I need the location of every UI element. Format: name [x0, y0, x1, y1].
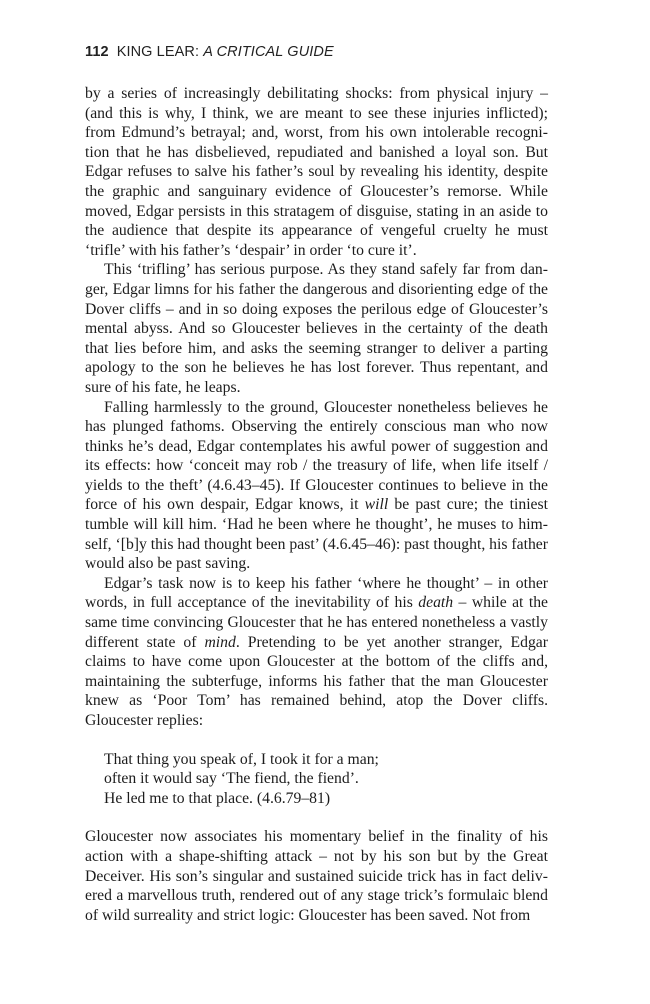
book-subtitle: A CRITICAL GUIDE	[203, 44, 334, 60]
quote-line: That thing you speak of, I took it for a man;	[104, 750, 379, 768]
paragraph-1: by a series of increasingly debilitating shocks: from physical injury – (and this is why, I think, we are meant to see these injuries inflicted); from Edmund’s betrayal; and, worst, from his own intolerable recognition that he has disbelieved, repudiated and banished a loyal son. But Edgar refuses to salve his father’s soul by revealing his identity, despite the graphic and sanguinary evidence of Gloucester’s remorse. While moved, Edgar persists in this stratagem of disguise, stating in an aside to the audience that despite its appearance of vengeful cruelty he must ‘trifle’ with his father’s ‘despair’ in order ‘to cure it’.	[85, 85, 548, 259]
quote-line: often it would say ‘The fiend, the fiend’.	[104, 770, 359, 788]
paragraph-4	[85, 574, 548, 731]
body-text	[85, 84, 548, 925]
quote-line: He led me to that place. (4.6.79–81)	[104, 789, 331, 807]
page-number: 112	[85, 44, 109, 60]
paragraph-3-text-b: be past cure; the tiniest tumble will kill him. ‘Had he been where he thought’, he muses to himself, ‘[b]y this had thought been past’ (4.6.45–46): past thought, his father would also be past saving.	[85, 496, 548, 573]
paragraph-4-text-b: – while at the same time convincing Gloucester that he has entered nonetheless a vastly different state of	[85, 594, 548, 651]
paragraph-4-text-c: . Pretending to be yet another stranger, Edgar claims to have come upon Gloucester at the bottom of the cliffs and, maintaining the subterfuge, informs his father that the man Gloucester knew as ‘Poor Tom’ has remained behind, atop the Dover cliffs. Gloucester replies:	[85, 633, 548, 729]
paragraph-4-emphasis-mind: mind	[204, 633, 236, 651]
paragraph-3-emphasis: will	[364, 496, 389, 514]
book-page	[85, 42, 548, 925]
paragraph-4-text-a: Edgar’s task now is to keep his father ‘where he thought’ – in other words, in full acceptance of the inevitability of his	[85, 574, 548, 612]
paragraph-3-text-a: Falling harmlessly to the ground, Gloucester nonetheless believes he has plunged fathoms. Observing the entirely conscious man who now thinks he’s dead, Edgar contemplates his awful power of suggestion and its effects: how ‘conceit may rob / the treasury of life, when life itself / yields to the theft’ (4.6.43–45). If Gloucester continues to believe in the force of his own despair, Edgar knows, it	[85, 398, 548, 514]
paragraph-3	[85, 398, 548, 574]
paragraph-4-emphasis-death: death	[418, 594, 454, 612]
paragraph-5: Gloucester now associates his momentary belief in the finality of his action with a shape-shifting attack – not by his son but by the Great Deceiver. His son’s singular and sustained suicide trick has in fact delivered a marvellous truth, rendered out of any stage trick’s formulaic blend of wild surreality and strict logic: Gloucester has been saved. Not from	[85, 828, 548, 924]
paragraph-2: This ‘trifling’ has serious purpose. As they stand safely far from danger, Edgar limns for his father the dangerous and disorienting edge of the Dover cliffs – and in so doing exposes the perilous edge of Gloucester’s mental abyss. And so Gloucester believes in the certainty of the death that lies before him, and asks the seeming stranger to deliver a parting apology to the son he believes he has lost forever. Thus repentant, and sure of his fate, he leaps.	[85, 261, 548, 396]
book-title: KING LEAR:	[116, 44, 204, 60]
block-quote	[104, 750, 548, 809]
running-head	[85, 42, 548, 62]
